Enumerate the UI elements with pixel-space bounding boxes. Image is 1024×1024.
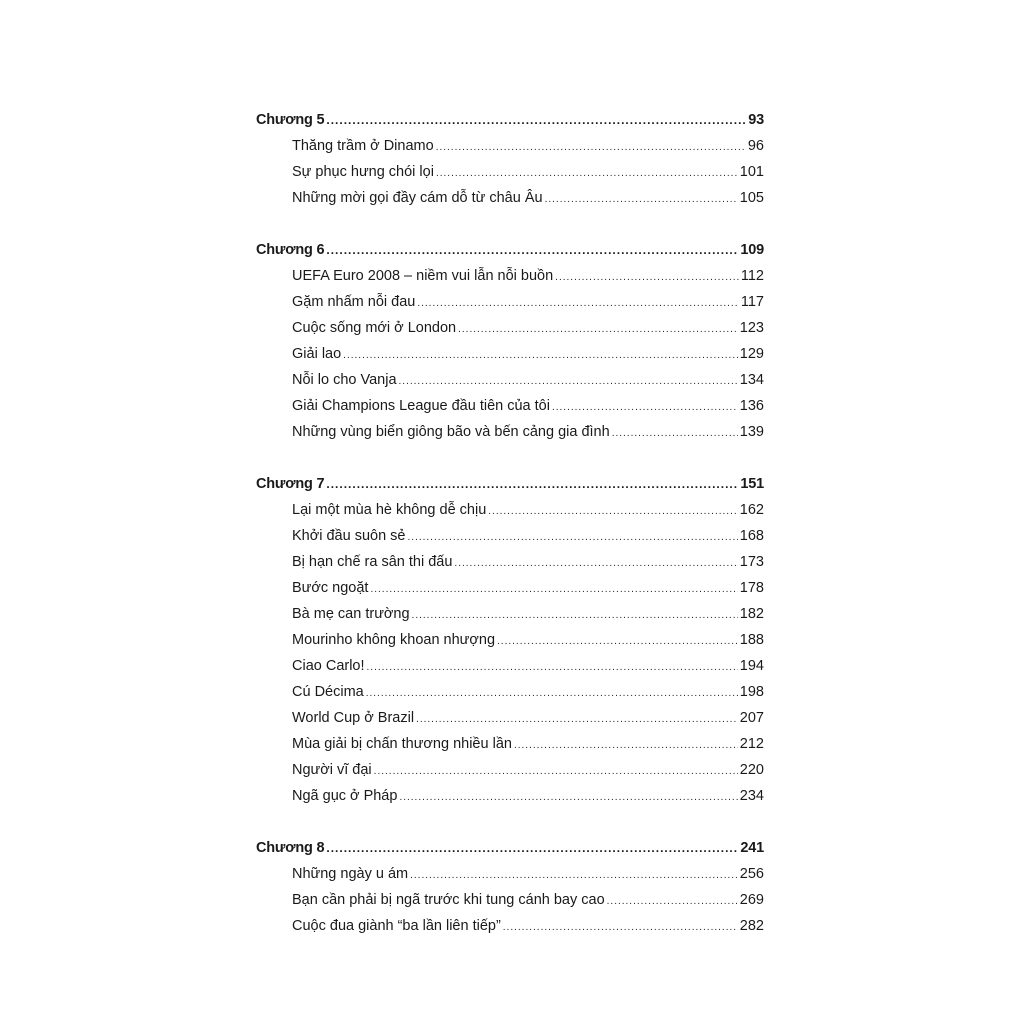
dot-leader <box>326 107 746 133</box>
chapter-heading <box>256 107 764 133</box>
dot-leader <box>555 265 739 291</box>
toc-entry <box>256 861 764 887</box>
entry-page: 105 <box>739 190 764 206</box>
toc-entry <box>256 263 764 289</box>
entry-page: 168 <box>739 528 764 544</box>
dot-leader <box>612 421 738 447</box>
dot-leader <box>367 655 738 681</box>
entry-title: Lại một mùa hè không dễ chịu <box>292 502 487 518</box>
toc-entry <box>256 731 764 757</box>
toc-entry <box>256 393 764 419</box>
dot-leader <box>458 317 738 343</box>
entry-title: World Cup ở Brazil <box>292 710 415 726</box>
toc-entry <box>256 913 764 939</box>
chapter-7 <box>256 471 764 809</box>
toc-entry <box>256 315 764 341</box>
toc-entry <box>256 497 764 523</box>
chapter-page: 241 <box>740 840 764 856</box>
chapter-heading <box>256 835 764 861</box>
entry-title: Bạn cần phải bị ngã trước khi tung cánh bay cao <box>292 892 605 908</box>
entry-page: 194 <box>739 658 764 674</box>
entry-title: Bị hạn chế ra sân thi đấu <box>292 554 453 570</box>
chapter-5 <box>256 107 764 211</box>
toc-entry <box>256 601 764 627</box>
toc-entry <box>256 653 764 679</box>
entry-title: Thăng trầm ở Dinamo <box>292 138 434 154</box>
dot-leader <box>607 889 738 915</box>
entry-title: Sự phục hưng chói lọi <box>292 164 434 180</box>
chapter-page: 109 <box>740 242 764 258</box>
toc-entry <box>256 627 764 653</box>
dot-leader <box>366 681 738 707</box>
entry-title: UEFA Euro 2008 – niềm vui lẫn nỗi buồn <box>292 268 554 284</box>
entry-title: Giải Champions League đầu tiên của tôi <box>292 398 550 414</box>
chapter-heading <box>256 237 764 263</box>
toc-entry <box>256 341 764 367</box>
entry-page: 234 <box>739 788 764 804</box>
entry-title: Ciao Carlo! <box>292 658 365 674</box>
entry-title: Cuộc đua giành “ba lần liên tiếp” <box>292 918 501 934</box>
dot-leader <box>326 471 738 497</box>
entry-page: 182 <box>739 606 764 622</box>
dot-leader <box>436 135 746 161</box>
dot-leader <box>497 629 738 655</box>
entry-title: Cuộc sống mới ở London <box>292 320 457 336</box>
entry-page: 198 <box>739 684 764 700</box>
dot-leader <box>503 915 738 941</box>
chapter-heading <box>256 471 764 497</box>
toc-entry <box>256 185 764 211</box>
entry-page: 112 <box>740 268 764 284</box>
dot-leader <box>545 187 738 213</box>
entry-page: 207 <box>739 710 764 726</box>
toc-entry <box>256 705 764 731</box>
entry-title: Mourinho không khoan nhượng <box>292 632 496 648</box>
toc-entry <box>256 523 764 549</box>
entry-page: 212 <box>739 736 764 752</box>
entry-title: Cú Décima <box>292 684 364 700</box>
dot-leader <box>374 759 738 785</box>
dot-leader <box>412 603 738 629</box>
dot-leader <box>408 525 738 551</box>
entry-page: 162 <box>739 502 764 518</box>
toc-entry <box>256 549 764 575</box>
dot-leader <box>343 343 738 369</box>
entry-page: 101 <box>739 164 764 180</box>
entry-title: Bà mẹ can trường <box>292 606 410 622</box>
toc-entry <box>256 289 764 315</box>
entry-title: Ngã gục ở Pháp <box>292 788 398 804</box>
toc-entry <box>256 887 764 913</box>
entry-title: Khởi đầu suôn sẻ <box>292 528 406 544</box>
toc-entry <box>256 575 764 601</box>
chapter-6 <box>256 237 764 445</box>
entry-page: 129 <box>739 346 764 362</box>
chapter-title: Chương 8 <box>256 840 325 856</box>
entry-page: 256 <box>739 866 764 882</box>
table-of-contents <box>256 107 764 965</box>
dot-leader <box>326 835 738 861</box>
entry-title: Người vĩ đại <box>292 762 372 778</box>
chapter-page: 151 <box>740 476 764 492</box>
entry-page: 117 <box>740 294 764 310</box>
dot-leader <box>454 551 737 577</box>
entry-page: 136 <box>739 398 764 414</box>
toc-entry <box>256 783 764 809</box>
dot-leader <box>488 499 738 525</box>
chapter-8 <box>256 835 764 939</box>
entry-title: Những vùng biển giông bão và bến cảng gia đình <box>292 424 610 440</box>
dot-leader <box>514 733 738 759</box>
dot-leader <box>326 237 738 263</box>
toc-entry <box>256 159 764 185</box>
dot-leader <box>416 707 738 733</box>
chapter-page: 93 <box>748 112 764 128</box>
toc-entry <box>256 679 764 705</box>
entry-page: 188 <box>739 632 764 648</box>
toc-entry <box>256 133 764 159</box>
chapter-title: Chương 6 <box>256 242 325 258</box>
entry-page: 173 <box>739 554 764 570</box>
entry-title: Giải lao <box>292 346 342 362</box>
entry-page: 220 <box>739 762 764 778</box>
entry-page: 134 <box>739 372 764 388</box>
dot-leader <box>410 863 738 889</box>
dot-leader <box>417 291 739 317</box>
toc-entry <box>256 419 764 445</box>
entry-page: 123 <box>739 320 764 336</box>
chapter-title: Chương 7 <box>256 476 325 492</box>
toc-entry <box>256 367 764 393</box>
entry-title: Bước ngoặt <box>292 580 369 596</box>
dot-leader <box>552 395 738 421</box>
entry-title: Nỗi lo cho Vanja <box>292 372 397 388</box>
dot-leader <box>399 369 738 395</box>
entry-page: 269 <box>739 892 764 908</box>
dot-leader <box>370 577 737 603</box>
entry-title: Những mời gọi đầy cám dỗ từ châu Âu <box>292 190 543 206</box>
entry-page: 282 <box>739 918 764 934</box>
entry-page: 96 <box>747 138 764 154</box>
dot-leader <box>436 161 738 187</box>
entry-page: 178 <box>739 580 764 596</box>
dot-leader <box>399 785 737 811</box>
entry-title: Mùa giải bị chấn thương nhiều lần <box>292 736 512 752</box>
toc-entry <box>256 757 764 783</box>
entry-title: Những ngày u ám <box>292 866 409 882</box>
chapter-title: Chương 5 <box>256 112 325 128</box>
entry-title: Gặm nhấm nỗi đau <box>292 294 416 310</box>
entry-page: 139 <box>739 424 764 440</box>
